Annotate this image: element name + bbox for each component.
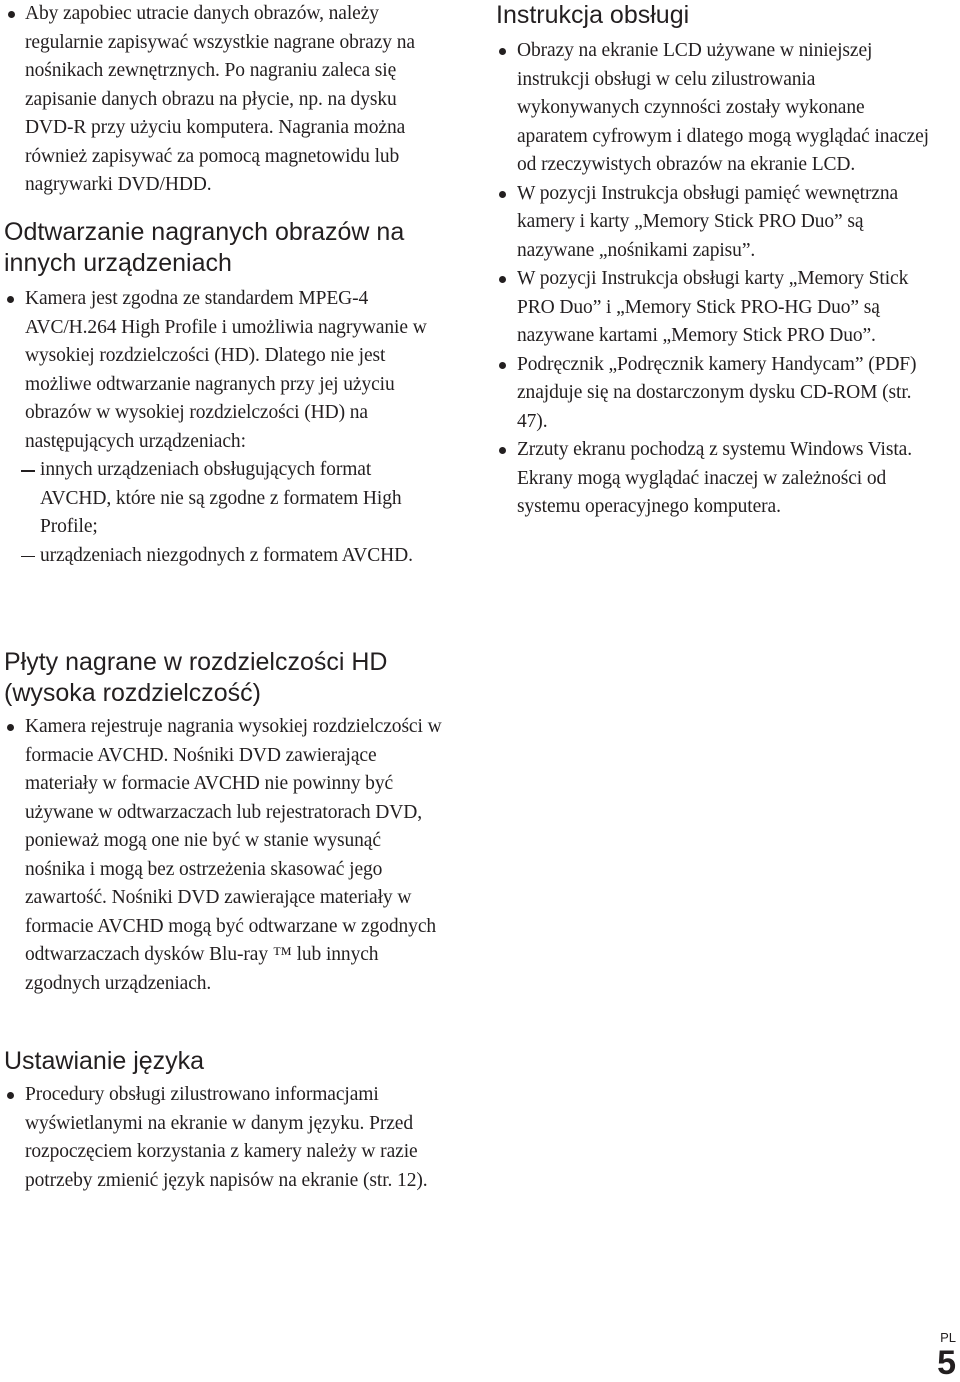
manual-bullet-list [496, 37, 936, 522]
playback-section [4, 217, 434, 570]
bullet-dot-icon [7, 1092, 14, 1099]
bullet-text: Kamera rejestruje nagrania wysokiej rozdzielczości w formacie AVCHD. Nośniki DVD zawierające materiały w formacie AVCHD nie powinny być używane w odtwarzaczach lub rejestratorach DVD, ponieważ mogą one nie być w stanie wysunąć nośnika i mogą bez ostrzeżenia skasować jego zawartość. Nośniki DVD zawierające materiały w formacie AVCHD mogą być odtwarzane w zgodnych odtwarzaczach dysków Blu-ray ™ lub innych zgodnych urządzeniach. [25, 716, 442, 994]
hd-discs-section [4, 647, 444, 998]
dash-item [21, 542, 434, 571]
bullet-dot-icon [499, 362, 506, 369]
section-heading: Odtwarzanie nagranych obrazów na innych urządzeniach [4, 218, 405, 277]
bullet-dot-icon [499, 48, 506, 55]
bullet-dot-icon [499, 447, 506, 454]
bullet-dot-icon [499, 276, 506, 283]
bullet-item [496, 351, 936, 437]
language-section [4, 1046, 444, 1195]
bullet-dot-icon [7, 296, 14, 303]
bullet-item [496, 436, 936, 522]
bullet-text: W pozycji Instrukcja obsługi karty „Memory Stick PRO Duo” i „Memory Stick PRO-HG Duo” są nazywane kartami „Memory Stick PRO Duo”. [517, 268, 909, 346]
bullet-text: Procedury obsługi zilustrowano informacjami wyświetlanymi na ekranie w danym języku. Przed rozpoczęciem korzystania z kamery należy w razie potrzeby zmienić język napisów na ekranie (str. 12). [25, 1084, 428, 1191]
dash-icon [21, 556, 35, 558]
bullet-text: Obrazy na ekranie LCD używane w niniejszej instrukcji obsługi w celu zilustrowania wykonywanych czynności zostały wykonane aparatem cyfrowym i dlatego mogą wyglądać inaczej od rzeczywistych obrazów na ekranie LCD. [517, 40, 929, 175]
bullet-text: Aby zapobiec utracie danych obrazów, należy regularnie zapisywać wszystkie nagrane obrazy na nośnikach zewnętrznych. Po nagraniu zaleca się zapisanie danych obrazu na płycie, np. na dysku DVD-R przy użyciu komputera. Nagrania można również zapisywać za pomocą magnetowidu lub nagrywarki DVD/HDD. [25, 3, 415, 195]
dash-item [21, 456, 434, 542]
language-code: PL [940, 1330, 956, 1345]
bullet-text: Kamera jest zgodna ze standardem MPEG-4 AVC/H.264 High Profile i umożliwia nagrywanie w wysokiej rozdzielczości (HD). Dlatego nie jest możliwe odtwarzanie nagranych przy jej użyciu obrazów w wysokiej rozdzielczości (HD) na następujących urządzeniach: [25, 288, 427, 452]
intro-section [0, 0, 440, 200]
dash-list [21, 456, 434, 570]
dash-text: urządzeniach niezgodnych z formatem AVCHD. [40, 544, 413, 566]
bullet-item [496, 37, 936, 180]
discs-bullet-list [4, 713, 444, 998]
page-number-label [937, 1331, 956, 1380]
bullet-text: Zrzuty ekranu pochodzą z systemu Windows Vista. Ekrany mogą wyglądać inaczej w zależności od systemu operacyjnego komputera. [517, 439, 912, 517]
bullet-item [0, 0, 440, 200]
bullet-dot-icon [7, 724, 14, 731]
dash-text: innych urządzeniach obsługujących format AVCHD, które nie są zgodne z formatem High Profile; [40, 459, 402, 537]
bullet-dot-icon [8, 11, 15, 18]
bullet-dot-icon [499, 191, 506, 198]
manual-section [496, 0, 936, 522]
bullet-item [496, 265, 936, 351]
bullet-item [4, 285, 434, 570]
intro-bullet-list [0, 0, 440, 200]
language-bullet-list [4, 1081, 444, 1195]
section-heading: Instrukcja obsługi [496, 1, 690, 29]
bullet-item [4, 713, 444, 998]
bullet-item [4, 1081, 444, 1195]
playback-bullet-list [4, 285, 434, 570]
page-number: 5 [937, 1344, 956, 1382]
bullet-text: W pozycji Instrukcja obsługi pamięć wewnętrzna kamery i karty „Memory Stick PRO Duo” są nazywane „nośnikami zapisu”. [517, 182, 899, 261]
bullet-item [496, 180, 936, 266]
section-heading: Płyty nagrane w rozdzielczości HD (wysoka rozdzielczość) [4, 648, 388, 707]
bullet-text: Podręcznik „Podręcznik kamery Handycam” (PDF) znajduje się na dostarczonym dysku CD-ROM (str. 47). [517, 353, 917, 432]
dash-icon [21, 470, 35, 472]
section-heading: Ustawianie języka [4, 1047, 205, 1075]
